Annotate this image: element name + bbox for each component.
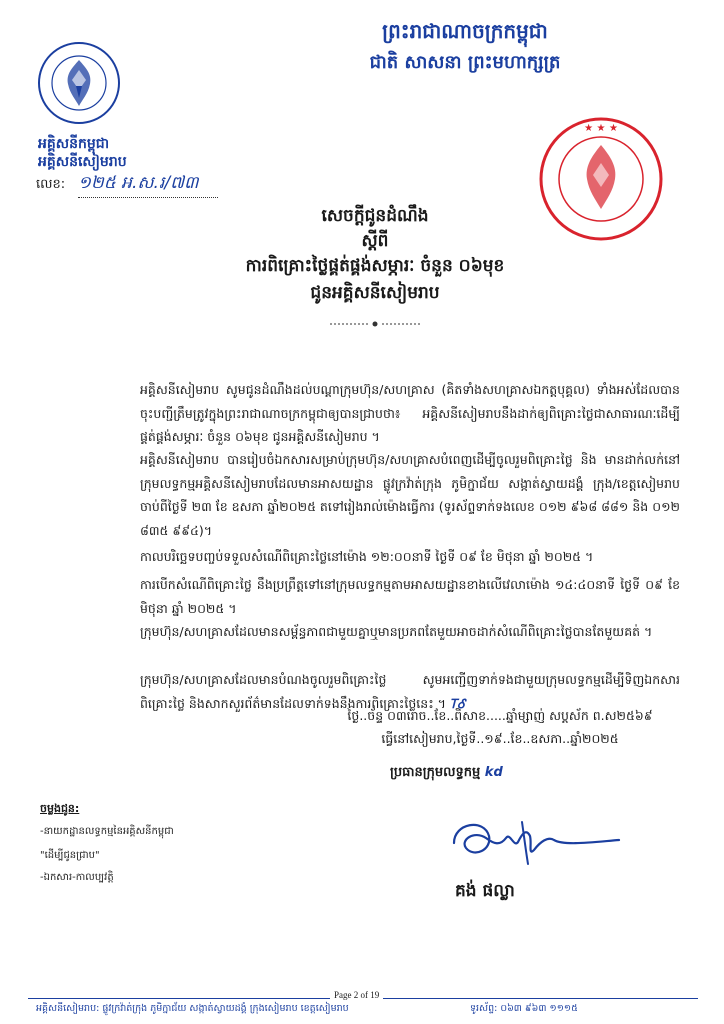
svg-text:★ ★ ★: ★ ★ ★	[584, 123, 618, 134]
body-paragraph-1: អគ្គិសនីសៀមរាប សូមជូនដំណឹងដល់បណ្តាក្រុមហ៊ុន/សហគ្រាស (គិតទាំងសហគ្រាសឯកត្តបុគ្គល) ទាំងអស់ដែលបានចុះបញ្ជីត្រឹមត្រូវក្នុងព្រះរាជាណាចក្រកម្ពុជាឲ្យបានជ្រាបថា៖ អគ្គិសនីសៀមរាបនឹងដាក់ឲ្យពិគ្រោះថ្លៃជាសាធារណៈដើម្បីផ្គត់ផ្គង់សម្ភារៈ ចំនួន ០៦មុខ ជូនអគ្គិសនីសៀមរាប ។	[140, 382, 680, 444]
cc-item: -នាយកដ្ឋានលទ្ធកម្មនៃអគ្គិសនីកម្ពុជា	[40, 826, 174, 837]
title-ornament	[330, 313, 420, 321]
cc-title: ចម្លងជូន:	[40, 802, 80, 815]
initial-mark: ᎢᎴ	[449, 695, 466, 711]
body-paragraph-6-text: ក្រុមហ៊ុន/សហគ្រាសដែលមានបំណងចូលរួមពិគ្រោះថ្លៃ សូមអញ្ជើញទាក់ទងជាមួយក្រុមលទ្ធកម្មដើម្បីទិញឯកសារពិគ្រោះថ្លៃ និងសាកសួរព័ត៌មានដែលទាក់ទងនឹងការពិគ្រោះថ្លៃនេះ ។	[140, 672, 680, 711]
place-date: ធ្វើនៅសៀមរាប,ថ្ងៃទី..១៩..ខែ..ឧសភា..ឆ្នាំ២០២៥	[381, 731, 619, 746]
lunar-date: ថ្ងៃ..ច័ន្ទ ០៣រោច..ខែ..ពិសាខ.....ឆ្នាំម្សាញ់ សប្តស័ក ព.ស២៥៦៩	[347, 708, 653, 723]
signer-name: គង់ ផល្លា	[455, 881, 515, 901]
page-number: Page 2 of 19	[330, 990, 383, 1000]
body-paragraph-5: ក្រុមហ៊ុន/សហគ្រាសដែលមានសម្ព័ន្ធភាពជាមួយគ្នាឬមានប្រភពតែមួយអាចដាក់សំណើពិគ្រោះថ្លៃបានតែមួយគត់ ។	[140, 624, 653, 639]
body-paragraph-4: ការបើកសំណើពិគ្រោះថ្លៃ នឹងប្រព្រឹត្តទៅនៅក្រុមលទ្ធកម្មតាមអាសយដ្ឋានខាងលើវេលាម៉ោង ១៤:៤០នាទី ថ្ងៃទី ០៩ ខែ មិថុនា ឆ្នាំ ២០២៥ ។	[140, 577, 680, 616]
ref-number: ១២៥ អ.ស.រ/៧៣	[78, 172, 218, 198]
org-name: អគ្គិសនីកម្ពុជា	[38, 136, 110, 152]
signer-position	[390, 764, 503, 783]
footer-phone: ទូរស័ព្ទ: ០៦៣ ៩៦៣ ១១១៥	[470, 1003, 578, 1014]
kingdom-heading: ព្រះរាជាណាចក្រកម្ពុជា	[382, 19, 548, 43]
body-paragraph-2: អគ្គិសនីសៀមរាប បានរៀបចំឯកសារសម្រាប់ក្រុមហ៊ុន/សហគ្រាសបំពេញដើម្បីចូលរួមពិគ្រោះថ្លៃ និង មានដាក់លក់នៅក្រុមលទ្ធកម្មអគ្គិសនីសៀមរាបដែលមានអាសយដ្ឋាន ផ្លូវក្រវ៉ាត់ក្រុង ភូមិក្នាជ័យ សង្កាត់ស្វាយដង្គំ ក្រុង/ខេត្តសៀមរាប ចាប់ពីថ្ងៃទី ២៣ ខែ ឧសភា ឆ្នាំ២០២៥ តទៅរៀងរាល់ម៉ោងធ្វើការ (ទូរស័ព្ទទាក់ទងលេខ ០១២ ៩៦៨ ៨៨១ និង ០១២ ៨៣៥ ៩៩៤)។	[140, 452, 680, 538]
doc-recipient: ជូនអគ្គិសនីសៀមរាប	[310, 283, 440, 303]
ref-label: លេខ:	[36, 177, 66, 192]
signer-position-text: ប្រធានក្រុមលទ្ធកម្ម	[390, 765, 481, 780]
handwritten-signature	[444, 808, 624, 868]
cc-item: "ដើម្បីជូនជ្រាប"	[40, 850, 100, 861]
doc-title: សេចក្តីជូនដំណឹង	[321, 206, 429, 226]
position-mark: kd	[484, 765, 503, 780]
body-paragraph-3: កាលបរិច្ឆេទបញ្ចប់ទទួលសំណើពិគ្រោះថ្លៃនៅម៉ោង ១២:០០នាទី ថ្ងៃទី ០៩ ខែ មិថុនា ឆ្នាំ ២០២៥ ។	[140, 549, 594, 564]
cc-item: -ឯកសារ-កាលប្បវត្តិ	[40, 872, 114, 883]
national-motto: ជាតិ សាសនា ព្រះមហាក្សត្រ	[369, 52, 561, 73]
org-branch: អគ្គិសនីសៀមរាប	[38, 154, 127, 170]
footer-address: អគ្គិសនីសៀមរាប: ផ្លូវក្រវ៉ាត់ក្រុង ភូមិក្នាជ័យ សង្កាត់ស្វាយដង្គំ ក្រុងសៀមរាប ខេត្តសៀមរាប	[36, 1003, 349, 1014]
edc-logo	[36, 40, 122, 126]
doc-subject-label: ស្តីពី	[361, 231, 389, 251]
doc-subject: ការពិគ្រោះថ្លៃផ្គត់ផ្គង់សម្ភារៈ ចំនួន ០៦មុខ	[245, 256, 505, 276]
